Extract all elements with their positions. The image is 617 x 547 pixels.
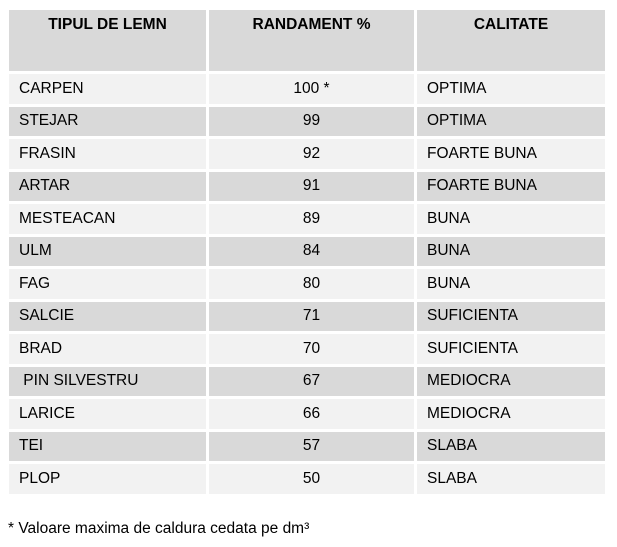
- header-quality: CALITATE: [417, 10, 605, 71]
- yield-cell: 89: [209, 204, 414, 234]
- yield-cell: 100 *: [209, 74, 414, 104]
- wood-type-cell: ARTAR: [9, 172, 206, 202]
- table-row: [9, 432, 605, 462]
- yield-cell: 67: [209, 367, 414, 397]
- header-wood-type: TIPUL DE LEMN: [9, 10, 206, 71]
- quality-cell: OPTIMA: [417, 107, 605, 137]
- yield-cell: 50: [209, 464, 414, 494]
- wood-yield-table: [6, 7, 608, 497]
- yield-cell: 91: [209, 172, 414, 202]
- footnote: * Valoare maxima de caldura cedata pe dm³: [8, 520, 310, 537]
- yield-cell: 92: [209, 139, 414, 169]
- quality-cell: OPTIMA: [417, 74, 605, 104]
- quality-cell: SLABA: [417, 432, 605, 462]
- yield-cell: 57: [209, 432, 414, 462]
- table-row: [9, 172, 605, 202]
- table-row: [9, 74, 605, 104]
- wood-type-cell: LARICE: [9, 399, 206, 429]
- header-row: [9, 10, 605, 71]
- yield-cell: 99: [209, 107, 414, 137]
- table-row: [9, 464, 605, 494]
- wood-type-cell: CARPEN: [9, 74, 206, 104]
- quality-cell: BUNA: [417, 204, 605, 234]
- yield-cell: 70: [209, 334, 414, 364]
- header-yield: RANDAMENT %: [209, 10, 414, 71]
- wood-type-cell: STEJAR: [9, 107, 206, 137]
- quality-cell: SUFICIENTA: [417, 334, 605, 364]
- wood-type-cell: TEI: [9, 432, 206, 462]
- quality-cell: SLABA: [417, 464, 605, 494]
- yield-cell: 80: [209, 269, 414, 299]
- table-row: [9, 107, 605, 137]
- table-row: [9, 139, 605, 169]
- yield-cell: 71: [209, 302, 414, 332]
- wood-type-cell: MESTEACAN: [9, 204, 206, 234]
- quality-cell: FOARTE BUNA: [417, 172, 605, 202]
- table-row: [9, 269, 605, 299]
- quality-cell: FOARTE BUNA: [417, 139, 605, 169]
- wood-type-cell: PLOP: [9, 464, 206, 494]
- wood-type-cell: BRAD: [9, 334, 206, 364]
- quality-cell: BUNA: [417, 269, 605, 299]
- table-row: [9, 237, 605, 267]
- quality-cell: MEDIOCRA: [417, 399, 605, 429]
- yield-cell: 84: [209, 237, 414, 267]
- table-row: [9, 302, 605, 332]
- quality-cell: BUNA: [417, 237, 605, 267]
- table-row: [9, 367, 605, 397]
- wood-type-cell: PIN SILVESTRU: [9, 367, 206, 397]
- table-row: [9, 334, 605, 364]
- quality-cell: MEDIOCRA: [417, 367, 605, 397]
- wood-type-cell: ULM: [9, 237, 206, 267]
- yield-cell: 66: [209, 399, 414, 429]
- table-row: [9, 399, 605, 429]
- wood-type-cell: FRASIN: [9, 139, 206, 169]
- table-row: [9, 204, 605, 234]
- wood-type-cell: SALCIE: [9, 302, 206, 332]
- quality-cell: SUFICIENTA: [417, 302, 605, 332]
- wood-type-cell: FAG: [9, 269, 206, 299]
